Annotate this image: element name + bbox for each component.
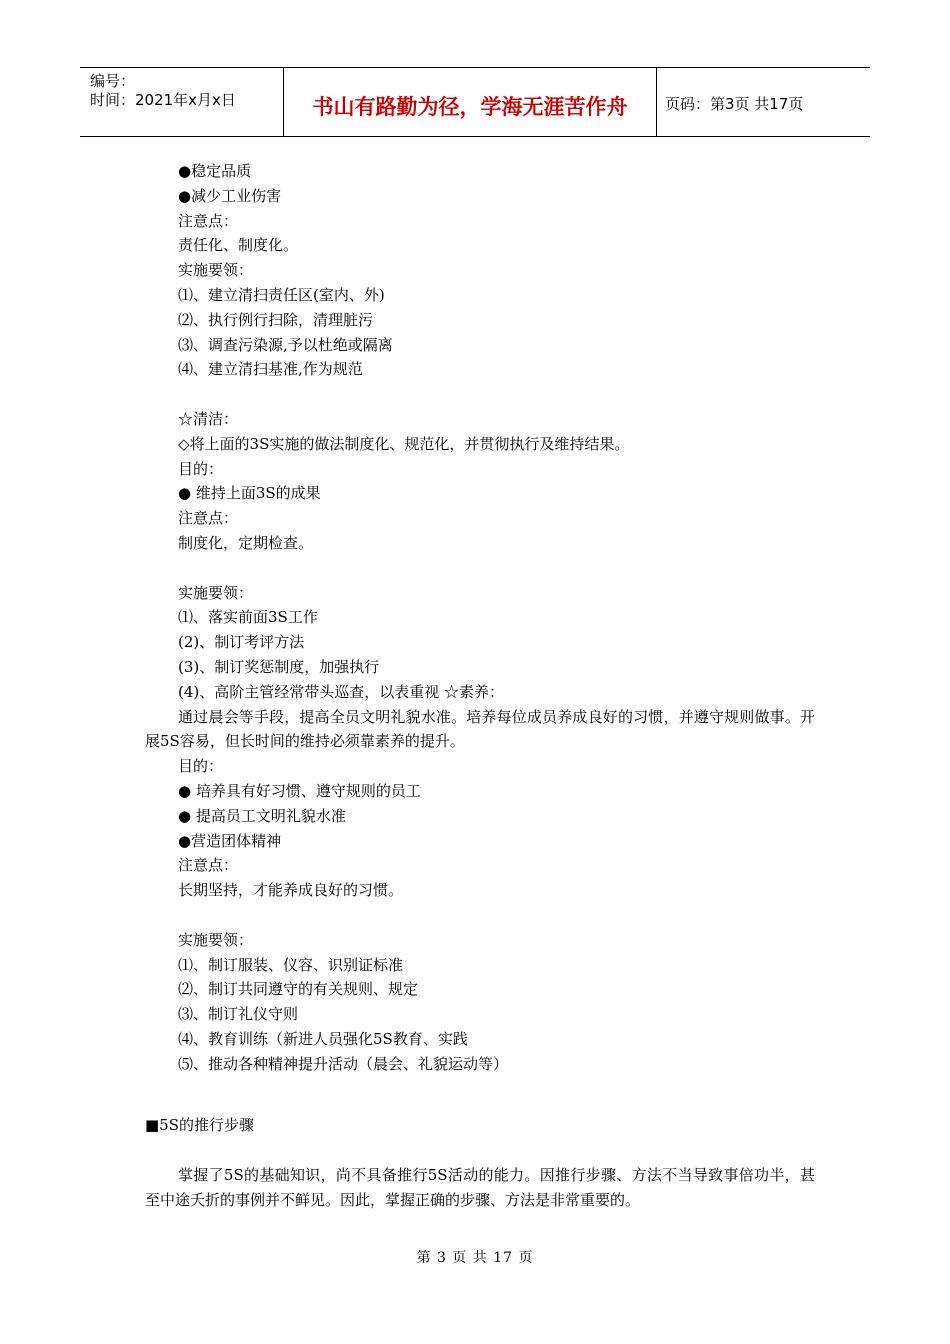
- text-line: ☆清洁：: [178, 409, 239, 428]
- text-line: 实施要领：: [178, 583, 254, 602]
- text-line: ● 培养具有好习惯、遵守规则的员工: [178, 781, 421, 800]
- spacer: [145, 1138, 815, 1163]
- text-line: ⑶、制订礼仪守则: [178, 1005, 299, 1024]
- text-line: ⑶、调查污染源,予以杜绝或隔离: [178, 335, 393, 354]
- text-line: 注意点：: [178, 856, 239, 875]
- header-left: [90, 72, 285, 110]
- section-heading: ■5S的推行步骤: [145, 1116, 254, 1135]
- text-line: ● 提高员工文明礼貌水准: [178, 806, 346, 825]
- text-line: ●营造团体精神: [178, 831, 282, 850]
- text-line: ●减少工业伤害: [178, 186, 282, 205]
- text-line: 目的：: [178, 459, 224, 478]
- text-line: ⑷、教育训练（新进人员强化5S教育、实践: [178, 1029, 468, 1048]
- text-line: 注意点：: [178, 509, 239, 528]
- header-motto-cell: [283, 68, 657, 136]
- spacer: [145, 382, 815, 407]
- doc-number-label: 编号：: [90, 72, 136, 90]
- text-line: (4)、高阶主管经常带头巡查，以表重视 ☆素养：: [178, 682, 505, 701]
- text-line: 责任化、制度化。: [178, 236, 299, 255]
- document-body: [145, 159, 815, 1213]
- text-line: 长期坚持，才能养成良好的习惯。: [178, 881, 404, 900]
- text-line: 制度化，定期检查。: [178, 533, 314, 552]
- text-line: (2)、制订考评方法: [178, 633, 305, 652]
- doc-time-label: 时间：2021年x月x日: [90, 91, 236, 109]
- text-line: ⑸、推动各种精神提升活动（晨会、礼貌运动等）: [178, 1054, 509, 1073]
- header-page-label: 页码：第3页 共17页: [665, 95, 804, 113]
- text-line: ⑵、制订共同遵守的有关规则、规定: [178, 980, 419, 999]
- text-line: ● 维持上面3S的成果: [178, 484, 321, 503]
- text-line: ●稳定品质: [178, 162, 252, 180]
- spacer: [145, 556, 815, 581]
- header-motto: 书山有路勤为径，学海无涯苦作舟: [312, 95, 628, 119]
- page-footer: 第 3 页 共 17 页: [416, 1250, 534, 1266]
- text-line: ⑴、建立清扫责任区(室内、外): [178, 285, 385, 304]
- text-line: ◇将上面的3S实施的做法制度化、规范化，并贯彻执行及维持结果。: [178, 434, 630, 453]
- text-line: (3)、制订奖惩制度，加强执行: [178, 657, 380, 676]
- text-line: 目的：: [178, 757, 224, 776]
- spacer: [145, 1076, 815, 1113]
- paragraph: 通过晨会等手段，提高全员文明礼貌水准。培养每位成员养成良好的习惯，并遵守规则做事。开展5S容易，但长时间的维持必须靠素养的提升。: [145, 707, 815, 751]
- text-line: 实施要领：: [178, 930, 254, 949]
- text-line: ⑷、建立清扫基准,作为规范: [178, 360, 363, 379]
- text-line: ⑴、落实前面3S工作: [178, 608, 318, 627]
- paragraph: 掌握了5S的基础知识，尚不具备推行5S活动的能力。因推行步骤、方法不当导致事倍功半，甚至中途夭折的事例并不鲜见。因此，掌握正确的步骤、方法是非常重要的。: [145, 1166, 815, 1209]
- page-header: [80, 67, 870, 137]
- text-line: 实施要领：: [178, 261, 254, 280]
- text-line: ⑴、制订服装、仪容、识别证标准: [178, 955, 404, 974]
- text-line: 注意点：: [178, 211, 239, 230]
- spacer: [145, 903, 815, 928]
- text-line: ⑵、执行例行扫除，清理脏污: [178, 310, 374, 329]
